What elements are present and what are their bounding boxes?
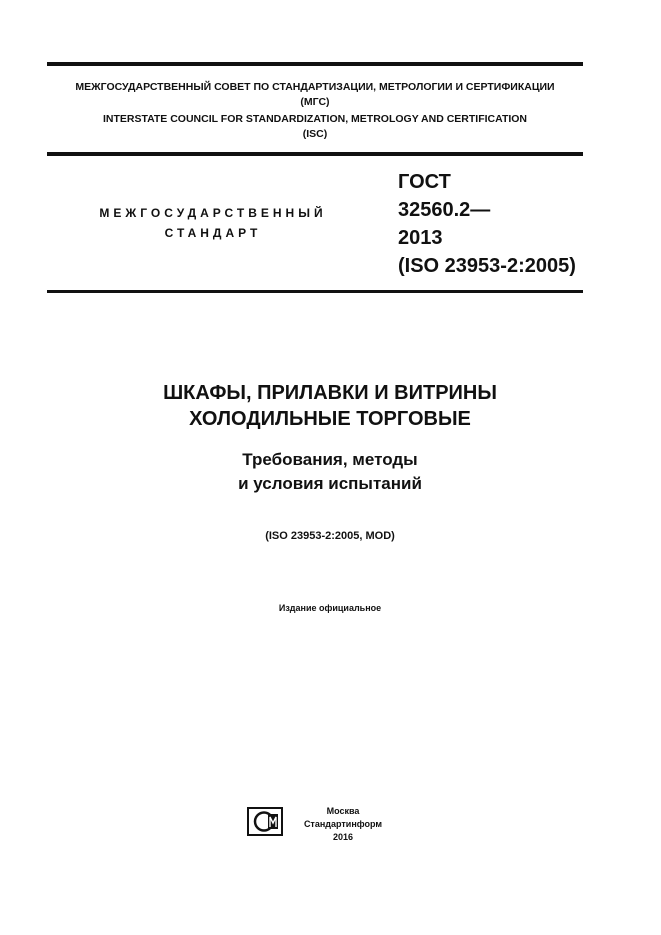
title-line2: ХОЛОДИЛЬНЫЕ ТОРГОВЫЕ <box>189 408 471 430</box>
council-en-name: INTERSTATE COUNCIL FOR STANDARDIZATION, METROLOGY AND CERTIFICATION <box>102 113 528 125</box>
gost-number: 32560.2— <box>398 199 491 221</box>
publisher-info <box>303 805 383 844</box>
gost-iso-ref: (ISO 23953-2:2005) <box>398 255 576 277</box>
iso-modification: (ISO 23953-2:2005, MOD) <box>265 530 395 542</box>
interstate-standard-label <box>82 203 344 243</box>
top-rule <box>47 62 583 66</box>
title-line1: ШКАФЫ, ПРИЛАВКИ И ВИТРИНЫ <box>163 382 497 404</box>
council-en <box>47 112 583 142</box>
gost-year: 2013 <box>398 227 443 249</box>
document-title <box>47 380 613 432</box>
council-en-abbr: (ISC) <box>302 128 328 140</box>
standard-label-line1: МЕЖГОСУДАРСТВЕННЫЙ <box>99 206 327 220</box>
header-bottom-rule <box>47 152 583 156</box>
standartinform-seal-icon <box>247 807 283 836</box>
publisher-name: Стандартинформ <box>303 819 383 829</box>
standard-label-line2: СТАНДАРТ <box>164 226 262 240</box>
document-subtitle <box>47 448 613 496</box>
edition-label: Издание официальное <box>278 603 382 613</box>
designation-bottom-rule <box>47 290 583 293</box>
gost-label: ГОСТ <box>398 171 451 193</box>
gost-designation <box>398 168 576 280</box>
council-ru-name: МЕЖГОСУДАРСТВЕННЫЙ СОВЕТ ПО СТАНДАРТИЗАЦИИ, МЕТРОЛОГИИ И СЕРТИФИКАЦИИ <box>75 81 555 93</box>
subtitle-line1: Требования, методы <box>242 450 418 469</box>
publisher-city: Москва <box>326 806 360 816</box>
publisher-year: 2016 <box>332 832 354 842</box>
subtitle-line2: и условия испытаний <box>238 474 422 493</box>
council-ru-abbr: (МГС) <box>300 96 330 108</box>
council-ru <box>47 80 583 110</box>
